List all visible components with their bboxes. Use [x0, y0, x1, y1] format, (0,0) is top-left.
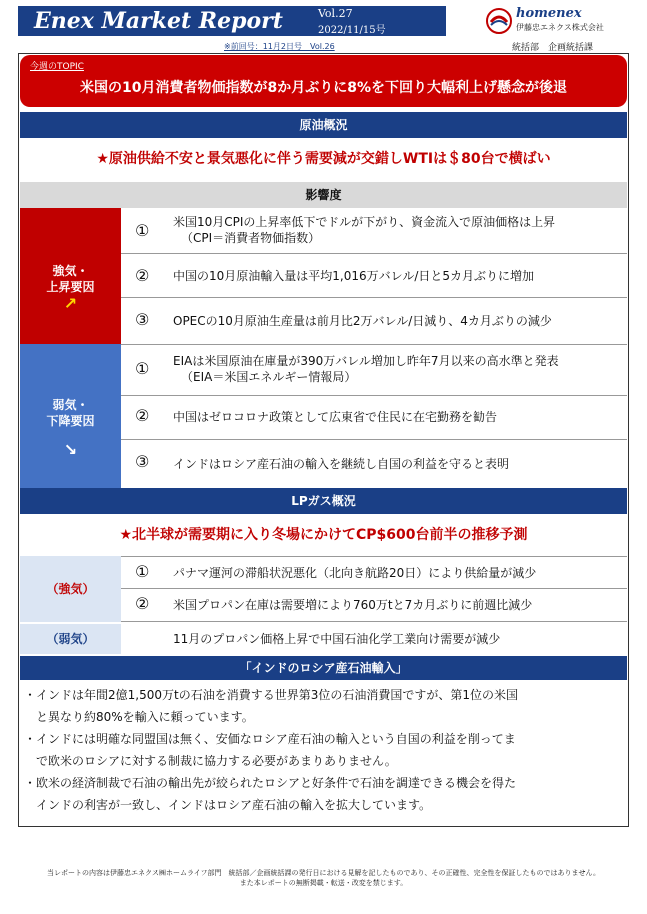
- report-header: [18, 6, 629, 38]
- department-label: 統括部 企画統括課: [512, 43, 594, 53]
- row-number: ③: [135, 310, 150, 329]
- row-number: ①: [135, 359, 150, 378]
- down-arrow-icon: ↘: [63, 440, 78, 459]
- row-number: ②: [135, 406, 150, 425]
- strong-label-2: 上昇要因: [46, 280, 95, 294]
- topic-text: 米国の10月消費者物価指数が8か月ぶりに8%を下回り大幅利上げ懸念が後退: [80, 80, 567, 96]
- strong-label-1: 強気・: [52, 264, 89, 278]
- row-text-note: （EIA＝米国エネルギー情報局）: [181, 370, 357, 384]
- up-arrow-icon: ↗: [63, 294, 78, 313]
- previous-issue-link[interactable]: ※前回号：11月2日号 Vol.26: [224, 42, 335, 51]
- india-line: ・インドには明確な同盟国は無く、安価なロシア産石油の輸入という自国の利益を削ってま: [24, 732, 516, 746]
- crude-headline: ★原油供給不安と景気悪化に伴う需要減が交錯しWTIは＄80台で横ばい: [96, 151, 551, 167]
- india-line: で欧米のロシアに対する制裁に協力する必要があまりありません。: [24, 754, 397, 768]
- lpg-strong-row-1: [121, 556, 627, 589]
- weak-label-2: 下降要因: [46, 414, 95, 428]
- row-number: ②: [135, 266, 150, 285]
- india-body: [24, 684, 624, 816]
- row-text: OPECの10月原油生産量は前月比2万バレル/日減り、4カ月ぶりの減少: [173, 314, 552, 328]
- india-line: と異なり約80%を輸入に頼っています。: [24, 710, 254, 724]
- row-text: EIAは米国原油在庫量が390万バレル増加し昨年7月以来の高水準と発表: [173, 354, 559, 368]
- strong-row-2: [121, 254, 627, 298]
- row-text: 米国プロパン在庫は需要増により760万tと7カ月ぶりに前週比減少: [173, 598, 533, 612]
- weak-row-2: [121, 396, 627, 440]
- row-number: ①: [135, 562, 150, 581]
- volume-number: Vol.27: [318, 7, 353, 20]
- row-number: ②: [135, 594, 150, 613]
- topic-banner: [20, 55, 627, 107]
- strong-factor-label: [20, 208, 121, 344]
- row-text: パナマ運河の滞船状況悪化（北向き航路20日）により供給量が減少: [173, 566, 537, 580]
- row-number: ③: [135, 452, 150, 471]
- weak-label-1: 弱気・: [52, 398, 89, 412]
- disclaimer-line-2: また本レポートの無断掲載・転送・改変を禁じます。: [239, 879, 408, 887]
- row-text-note: （CPI＝消費者物価指数）: [181, 231, 321, 245]
- row-text: 11月のプロパン価格上昇で中国石油化学工業向け需要が減少: [173, 632, 501, 646]
- issue-date: 2022/11/15号: [318, 25, 386, 36]
- india-line: インドの利害が一致し、インドはロシア産石油の輸入を拡大しています。: [24, 798, 432, 812]
- company-name: 伊藤忠エネクス株式会社: [516, 23, 604, 32]
- lpg-strong-label: （強気）: [20, 556, 121, 622]
- row-text: 米国10月CPIの上昇率低下でドルが下がり、資金流入で原油価格は上昇: [173, 215, 556, 229]
- company-logo: [486, 6, 629, 36]
- lpg-weak-label: （弱気）: [20, 624, 121, 654]
- lpg-strong-row-2: [121, 589, 627, 622]
- strong-row-1: [121, 208, 627, 254]
- disclaimer-line-1: 当レポートの内容は伊藤忠エネクス㈱ホームライフ部門 統括部／企画統括課の発行日における見解を記したものであり、その正確性、完全性を保証したものではありません。: [47, 869, 600, 877]
- weak-row-1: [121, 344, 627, 396]
- lpg-headline: ★北半球が需要期に入り冬場にかけてCP$600台前半の推移予測: [119, 527, 528, 543]
- weak-factor-label: [20, 344, 121, 488]
- india-line: ・欧米の経済制裁で石油の輸出先が絞られたロシアと好条件で石油を調達できる機会を得た: [24, 776, 517, 790]
- logo-mark-icon: [486, 8, 512, 34]
- crude-section-title: 原油概況: [20, 112, 627, 138]
- india-line: ・インドは年間2億1,500万tの石油を消費する世界第3位の石油消費国ですが、第1位の米国: [24, 688, 518, 702]
- disclaimer-footer: [0, 868, 647, 888]
- report-title: Enex Market Report: [34, 8, 283, 34]
- row-text: 中国の10月原油輸入量は平均1,016万バレル/日と5カ月ぶりに増加: [173, 269, 535, 283]
- impact-title: 影響度: [20, 182, 627, 208]
- row-text: インドはロシア産石油の輸入を継続し自国の利益を守ると表明: [173, 457, 510, 471]
- weak-row-3: [121, 440, 627, 488]
- lpg-weak-row: [121, 624, 627, 654]
- row-text: 中国はゼロコロナ政策として広東省で住民に在宅勤務を勧告: [173, 410, 498, 424]
- title-band: [18, 6, 446, 36]
- row-number: ①: [135, 221, 150, 240]
- lpg-section-title: LPガス概況: [20, 488, 627, 514]
- brand-name: homenex: [516, 6, 582, 21]
- india-section-title: 「インドのロシア産石油輸入」: [20, 656, 627, 680]
- strong-row-3: [121, 298, 627, 344]
- topic-label: 今週のTOPIC: [30, 62, 84, 72]
